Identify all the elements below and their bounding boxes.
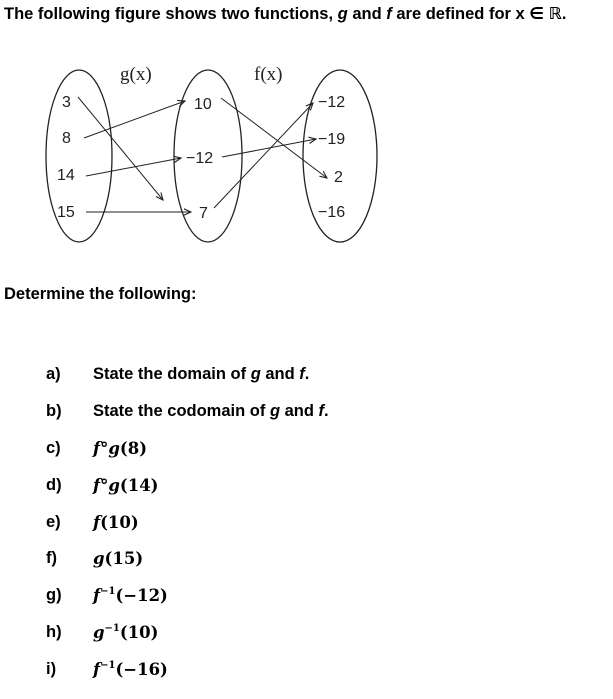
f-arrow-10-to-2 — [221, 98, 327, 178]
question-letter: e) — [46, 512, 61, 531]
heading-g: g — [337, 5, 348, 23]
codomain-value: 2 — [334, 169, 343, 186]
question-letter: c) — [46, 438, 61, 457]
domain-value: 3 — [62, 94, 71, 111]
question-expression: $f^{-1}(-12)$ — [93, 586, 168, 606]
question-item — [46, 393, 329, 430]
domain-value: 8 — [62, 130, 71, 147]
question-expression: g(15) — [93, 549, 144, 569]
middle-value: 10 — [194, 96, 212, 113]
heading-mid: and — [347, 5, 387, 23]
question-item — [46, 356, 329, 393]
instructions-text: Determine the following: — [4, 285, 197, 303]
middle-value: −12 — [186, 150, 214, 167]
codomain-value: −12 — [318, 94, 346, 111]
question-letter: a) — [46, 364, 61, 383]
question-item — [46, 467, 329, 504]
f-function-label: f(x) — [254, 64, 283, 85]
heading-f: f — [386, 5, 392, 23]
question-item — [46, 540, 329, 577]
domain-value: 14 — [57, 167, 75, 184]
question-text: State the domain of g and f. — [93, 364, 310, 383]
codomain-value: −19 — [318, 131, 346, 148]
domain-oval — [46, 70, 112, 242]
g-arrow-14-to-neg12 — [86, 158, 181, 176]
heading-suffix: are defined for x ∈ ℝ. — [391, 5, 567, 23]
question-letter: b) — [46, 401, 62, 420]
g-function-label: g(x) — [120, 64, 152, 85]
question-expression: $g^{-1}(10)$ — [93, 623, 159, 643]
question-text: State the codomain of g and f. — [93, 401, 329, 420]
question-item — [46, 577, 329, 614]
domain-value: 15 — [57, 204, 75, 221]
heading-prefix: The following figure shows two functions, — [4, 5, 338, 23]
question-letter: h) — [46, 623, 62, 642]
f-arrow-neg12-to-neg19 — [222, 139, 316, 157]
question-item — [46, 504, 329, 541]
question-expression: f(10) — [93, 512, 139, 532]
question-list — [46, 356, 329, 688]
question-letter: d) — [46, 475, 62, 494]
question-item — [46, 614, 329, 651]
question-letter: f) — [46, 549, 57, 568]
codomain-value: −16 — [318, 204, 346, 221]
page-heading — [4, 4, 566, 24]
question-item — [46, 651, 329, 688]
question-item — [46, 430, 329, 467]
question-letter: i) — [46, 660, 57, 679]
question-letter: g) — [46, 586, 62, 605]
g-arrow-8-to-10 — [84, 101, 185, 138]
question-expression: $f^{-1}(-16)$ — [93, 660, 168, 680]
g-arrow-3-to-10 — [78, 97, 163, 200]
middle-value: 7 — [199, 205, 208, 222]
question-expression: f°g(8) — [93, 438, 148, 458]
mapping-diagram — [0, 55, 613, 255]
question-expression: f°g(14) — [93, 475, 159, 495]
